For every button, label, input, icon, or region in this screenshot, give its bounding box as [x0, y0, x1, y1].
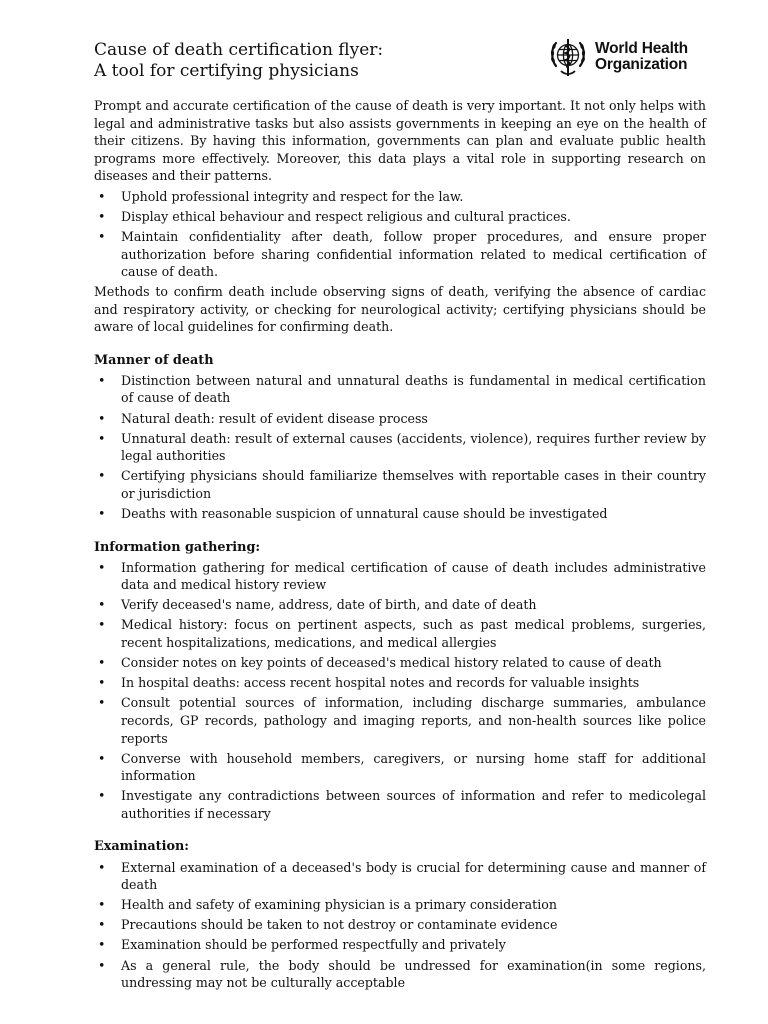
methods-paragraph: Methods to confirm death include observing signs of death, verifying the absence of cardiac and respiratory activity, or checking for neurological activity; certifying physicians should be aware of local guidelines for confirming death. — [94, 283, 706, 335]
list-item: • In hospital deaths: access recent hospital notes and records for valuable insights — [94, 674, 706, 692]
list-item: • Health and safety of examining physician is a primary consideration — [94, 896, 706, 914]
intro-list — [94, 188, 706, 281]
title-line-1: Cause of death certification flyer: — [94, 40, 384, 60]
list-item: • Information gathering for medical certification of cause of death includes administrative data and medical history review — [94, 559, 706, 594]
list-item: • External examination of a deceased's body is crucial for determining cause and manner of death — [94, 859, 706, 894]
list-item: • Converse with household members, caregivers, or nursing home staff for additional information — [94, 750, 706, 785]
list-item: • Deaths with reasonable suspicion of unnatural cause should be investigated — [94, 505, 706, 523]
list-item: • As a general rule, the body should be undressed for examination(in some regions, undressing may not be culturally acceptable — [94, 957, 706, 992]
information-list — [94, 559, 706, 823]
list-item: • Consult potential sources of information, including discharge summaries, ambulance records, GP records, pathology and imaging reports, and non-health sources like police reports — [94, 694, 706, 747]
examination-heading: Examination: — [94, 839, 190, 855]
list-item: • Consider notes on key points of deceased's medical history related to cause of death — [94, 654, 706, 672]
list-item: • Maintain confidentiality after death, follow proper procedures, and ensure proper authorization before sharing confidential information related to medical certification of cause of death. — [94, 228, 706, 281]
list-item: • Distinction between natural and unnatural deaths is fundamental in medical certification of cause of death — [94, 372, 706, 407]
who-logo-text — [595, 41, 688, 73]
list-item: • Examination should be performed respectfully and privately — [94, 936, 706, 954]
document-body — [94, 97, 706, 992]
list-item: • Certifying physicians should familiarize themselves with reportable cases in their country or jurisdiction — [94, 467, 706, 502]
list-item: • Investigate any contradictions between sources of information and refer to medicolegal authorities if necessary — [94, 787, 706, 822]
list-item: • Unnatural death: result of external causes (accidents, violence), requires further review by legal authorities — [94, 430, 706, 465]
who-logo — [547, 36, 688, 78]
who-emblem-icon — [547, 36, 589, 78]
document-title — [94, 40, 383, 82]
list-item: • Display ethical behaviour and respect religious and cultural practices. — [94, 208, 706, 226]
logo-line-2: Organization — [595, 56, 688, 73]
manner-heading: Manner of death — [94, 352, 214, 368]
information-heading: Information gathering: — [94, 539, 261, 555]
intro-paragraph: Prompt and accurate certification of the cause of death is very important. It not only helps with legal and administrative tasks but also assists governments in keeping an eye on the health of their citizens. By having this information, governments can plan and evaluate public health programs more effectively. Moreover, this data plays a vital role in supporting research on diseases and their patterns. — [94, 98, 706, 184]
list-item: • Medical history: focus on pertinent aspects, such as past medical problems, surgeries, recent hospitalizations, medications, and medical allergies — [94, 616, 706, 651]
examination-list — [94, 859, 706, 992]
logo-line-1: World Health — [595, 40, 688, 57]
manner-list — [94, 372, 706, 523]
list-item: • Precautions should be taken to not destroy or contaminate evidence — [94, 916, 706, 934]
list-item: • Uphold professional integrity and respect for the law. — [94, 188, 706, 206]
list-item: • Verify deceased's name, address, date of birth, and date of death — [94, 596, 706, 614]
list-item: • Natural death: result of evident disease process — [94, 410, 706, 428]
title-line-2: A tool for certifying physicians — [94, 61, 359, 81]
